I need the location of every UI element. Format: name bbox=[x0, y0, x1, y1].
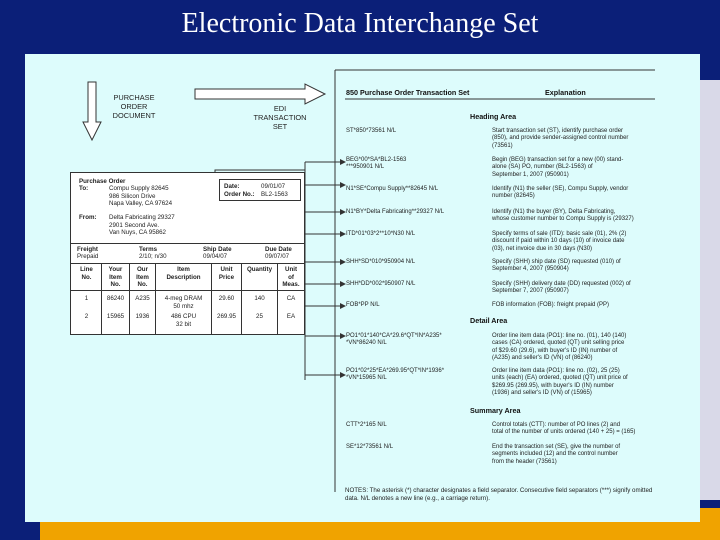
due-date-value: 09/07/07 bbox=[265, 253, 290, 260]
col-unit-price: Unit Price bbox=[218, 266, 235, 281]
row1-your-item: 86240 bbox=[106, 295, 125, 302]
po-date-box bbox=[219, 179, 301, 201]
purchase-order-form bbox=[70, 172, 305, 335]
detail-area-label: Detail Area bbox=[470, 316, 508, 325]
right-arrow-icon bbox=[195, 84, 325, 104]
po-heading: Purchase Order bbox=[79, 178, 126, 185]
explanation-po1-line2: Order line item data (PO1): line no. (02), 25 (25) units (each) (EA) ordered, quoted (QT) unit price of $269.95 (269.95), with buyer's ID (IN) number (1936) and seller's ID (VN) of (15965) bbox=[492, 368, 628, 397]
segment-ctt: CTT*2*165 N/L bbox=[346, 422, 387, 428]
edi-column-title: 850 Purchase Order Transaction Set bbox=[346, 88, 470, 97]
heading-area-label: Heading Area bbox=[470, 112, 517, 121]
row2-uom: EA bbox=[286, 313, 296, 320]
ship-date-header: Ship Date bbox=[203, 246, 232, 253]
row1-price: 29.60 bbox=[218, 295, 235, 302]
segment-st: ST*850*73561 N/L bbox=[346, 128, 397, 134]
col-line-no: Line No. bbox=[80, 266, 93, 281]
summary-area-label: Summary Area bbox=[470, 406, 521, 415]
terms-value: 2/10; n/30 bbox=[139, 253, 167, 260]
po-to-address: Compu Supply 82645 986 Silicon Drive Napa Valley, CA 97624 bbox=[109, 185, 173, 208]
explanation-itd: Specify terms of sale (ITD): basic sale (01), 2% (2) discount if paid within 10 days (10) of invoice date (03), net invoice due in 30 days (N30) bbox=[492, 231, 627, 252]
row1-our-item: A235 bbox=[135, 295, 150, 302]
col-item-description: Item Description bbox=[166, 266, 201, 281]
segment-n1-buyer: N1*BY*Delta Fabricating**29327 N/L bbox=[346, 209, 445, 215]
segment-po1-line1: PO1*01*140*CA*29.6*QT*IN*A235* *VN*86240 N/L bbox=[346, 333, 442, 347]
slide-title: Electronic Data Interchange Set bbox=[181, 8, 539, 39]
segment-itd: ITD*01*03*2**10*N30 N/L bbox=[346, 231, 416, 237]
segment-shh-ship: SHH*SD*010*950904 N/L bbox=[346, 259, 416, 265]
explanation-st: Start transaction set (ST), identify purchase order (850), and provide sender-assigned control number (73561) bbox=[492, 128, 629, 149]
segment-fob: FOB*PP N/L bbox=[346, 302, 380, 308]
explanation-n1-seller: Identify (N1) the seller (SE), Compu Supply, vendor number (82645) bbox=[492, 186, 629, 200]
row2-your-item: 15965 bbox=[106, 313, 125, 320]
row1-uom: CA bbox=[286, 295, 296, 302]
row2-quantity: 25 bbox=[256, 313, 263, 320]
po-date-values: 09/01/07 BL2-1563 bbox=[261, 183, 288, 198]
edi-transaction-set-label: EDI TRANSACTION SET bbox=[253, 104, 307, 131]
due-date-header: Due Date bbox=[265, 246, 292, 253]
edi-notes: NOTES: The asterisk (*) character designates a field separator. Consecutive field separators (***) signify omitted data. N/L denotes a new line (e.g., a carriage return). bbox=[345, 487, 653, 502]
row1-line: 1 bbox=[84, 295, 89, 302]
segment-po1-line2: PO1*02*25*EA*269.95*QT*IN*1936* *VN*15965 N/L bbox=[346, 368, 445, 382]
po-to-label: To: bbox=[79, 185, 89, 192]
row2-our-item: 1936 bbox=[135, 313, 150, 320]
col-our-item-no: Our Item No. bbox=[136, 266, 149, 289]
ship-date-value: 09/04/07 bbox=[203, 253, 228, 260]
explanation-shh-delivery: Specify (SHH) delivery date (DD) requested (002) of September 7, 2007 (950907) bbox=[492, 281, 631, 295]
po-from-label: From: bbox=[79, 214, 97, 221]
explanation-column-title: Explanation bbox=[545, 88, 586, 97]
segment-n1-seller: N1*SE*Compu Supply**82645 N/L bbox=[346, 186, 439, 192]
explanation-se: End the transaction set (SE), give the number of segments included (12) and the control number from the header (73561) bbox=[492, 444, 621, 465]
row2-line: 2 bbox=[84, 313, 89, 320]
row2-description: 486 CPU 32 bit bbox=[170, 313, 197, 328]
row1-quantity: 140 bbox=[254, 295, 265, 302]
segment-se: SE*12*73561 N/L bbox=[346, 444, 394, 450]
terms-header: Terms bbox=[139, 246, 158, 253]
segment-shh-delivery: SHH*DD*002*950907 N/L bbox=[346, 281, 416, 287]
explanation-beg: Begin (BEG) transaction set for a new (00) stand- alone (SA) PO, number (BL2-1563) of September 1, 2007 (950901) bbox=[492, 157, 624, 178]
col-unit-of-measure: Unit of Meas. bbox=[282, 266, 300, 289]
explanation-n1-buyer: Identify (N1) the buyer (BY), Delta Fabricating, whose customer number to Compu Supply is (29327) bbox=[492, 209, 634, 223]
explanation-ctt: Control totals (CTT): number of PO lines (2) and total of the number of units ordered (140 + 25) = (165) bbox=[492, 422, 636, 436]
po-from-address: Delta Fabricating 29327 2901 Second Ave. Van Nuys, CA 95862 bbox=[109, 214, 175, 237]
explanation-fob: FOB information (FOB): freight prepaid (PP) bbox=[492, 302, 610, 308]
segment-beg: BEG*00*SA*BL2-1563 ***950901 N/L bbox=[346, 157, 407, 171]
row1-description: 4-meg DRAM 50 mhz bbox=[164, 295, 203, 310]
col-quantity: Quantity bbox=[246, 266, 273, 273]
po-date-labels: Date: Order No.: bbox=[224, 183, 255, 198]
down-arrow-icon bbox=[83, 82, 101, 140]
col-your-item-no: Your Item No. bbox=[108, 266, 123, 289]
freight-value: Prepaid bbox=[77, 253, 99, 260]
explanation-shh-ship: Specify (SHH) ship date (SD) requested (010) of September 4, 2007 (950904) bbox=[492, 259, 621, 273]
purchase-order-document-label: PURCHASE ORDER DOCUMENT bbox=[112, 93, 156, 120]
explanation-po1-line1: Order line item data (PO1): line no. (01), 140 (140) cases (CA) ordered, quoted (QT) unit selling price of $29.60 (29.6), with buyer's ID (IN) number of (A235) and seller's ID (VN) of (86240) bbox=[492, 333, 627, 362]
freight-header: Freight bbox=[77, 246, 98, 253]
row2-price: 269.95 bbox=[217, 313, 236, 320]
